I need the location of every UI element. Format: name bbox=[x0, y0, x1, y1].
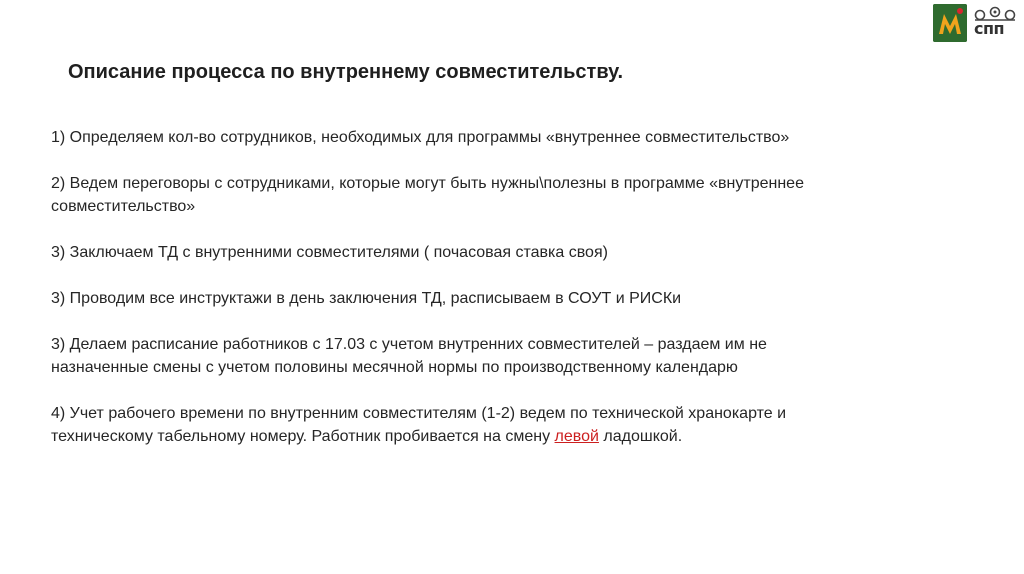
process-list bbox=[51, 126, 951, 471]
text-segment: техническому табельному номеру. Работник пробивается на смену bbox=[51, 428, 555, 445]
list-item-line: 3) Делаем расписание работников с 17.03 с учетом внутренних совместителей – раздаем им не bbox=[51, 336, 767, 353]
spp-logo-text: спп bbox=[974, 19, 1005, 38]
list-item-line: 3) Заключаем ТД с внутренними совместителями ( почасовая ставка своя) bbox=[51, 244, 608, 261]
list-item-line: 3) Проводим все инструктажи в день заключения ТД, расписываем в СОУТ и РИСКи bbox=[51, 290, 682, 307]
highlighted-word: левой bbox=[554, 428, 599, 445]
list-item bbox=[51, 241, 951, 264]
list-item bbox=[51, 333, 951, 379]
m-letter-logo-icon bbox=[933, 4, 967, 42]
list-item-line: 4) Учет рабочего времени по внутренним совместителям (1-2) ведем по технической хранокарте и bbox=[51, 405, 787, 422]
list-item-line: 2) Ведем переговоры с сотрудниками, которые могут быть нужны\полезны в программе «внутреннее bbox=[51, 175, 804, 192]
list-item-line: совместительство» bbox=[51, 198, 196, 215]
slide-title: Описание процесса по внутреннему совместительству. bbox=[68, 61, 624, 83]
list-item bbox=[51, 126, 951, 149]
list-item-line: назначенные смены с учетом половины месячной нормы по производственному календарю bbox=[51, 359, 738, 376]
spp-logo bbox=[972, 6, 1018, 42]
text-segment: ладошкой. bbox=[598, 428, 683, 445]
list-item bbox=[51, 287, 951, 310]
list-item-line bbox=[51, 425, 951, 448]
list-item bbox=[51, 402, 951, 448]
list-item-line: 1) Определяем кол-во сотрудников, необходимых для программы «внутреннее совместительство» bbox=[51, 129, 790, 146]
list-item bbox=[51, 172, 951, 218]
